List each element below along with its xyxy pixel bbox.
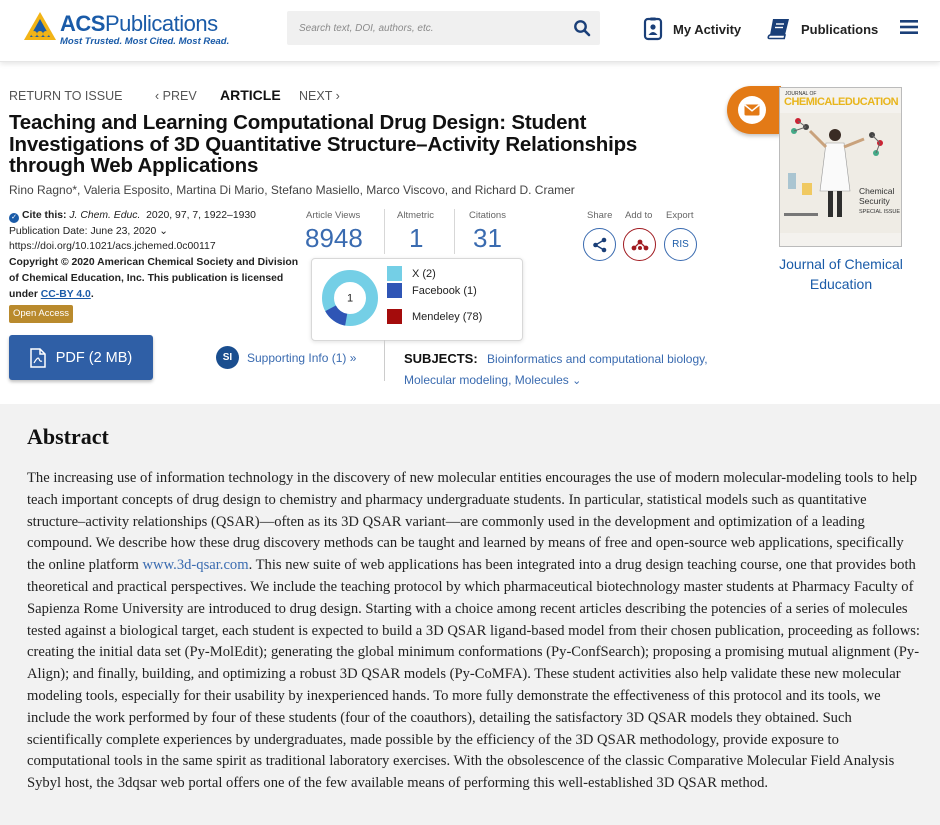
altmetric-x: X (2) xyxy=(387,266,436,281)
export-ris-button[interactable] xyxy=(664,228,697,261)
citations-label: Citations xyxy=(469,210,506,221)
abstract-section xyxy=(0,404,940,825)
article-title: Teaching and Learning Computational Drug Design: Student Investigations of 3D Quantitative Structure–Activity Relationships through Web Applications xyxy=(9,111,638,177)
subjects-list: SUBJECTS: Bioinformatics and computational biology, Molecular modeling, Molecules ⌄ xyxy=(404,351,708,387)
mendeley-swatch xyxy=(387,309,402,324)
subjects-label: SUBJECTS: xyxy=(404,351,478,366)
search-box xyxy=(287,11,600,45)
next-link[interactable]: NEXT › xyxy=(299,89,340,103)
abstract-text: The increasing use of information technology in the discovery of new molecular entities encourages the use of modern molecular-modeling tools to help teach important concepts of drug design to chemistry and pharmacy undergraduate students. In particular, statistical models such as quantitative structure–activity relationships (QSAR)—often as its 3D QSAR variant—are commonly used in the development and optimization of a leading compound. We describe how these drug discovery methods can be taught and learned by means of free and open-source web applications, specifically the online platform www.3d-qsar.com. This new suite of web applications has been integrated into a drug design teaching course, one that provides both theoretical and practical perspectives. We include the teaching protocol by which pharmaceutical biotechnology master students at Pharmacy Faculty of Sapienza Rome University are introduced to drug design. Starting with a choice among recent articles describing the potencies of a series of molecules tested against a biological target, each student is expected to build a 3D QSAR ligand-based model from their chosen publication, proceeding as follows: creating the initial data set (Py-MolEdit); generating the global minimum conformations (Py-ConfSearch); proposing a promising mutual alignment (Py-Align); and finally, building, and optimizing a robust 3D QSAR models (Py-CoMFA). These student activities also help validate these new molecular modeling tools, especially for their usability by inexperienced hands. To more fully demonstrate the effectiveness of this protocol and its tools, we include the work performed by four of these students (four of the coauthors), detailing the satisfactory 3D QSAR models they obtained. Such scientifically complete experiences by undergraduates, made possible by the efficiency of the 3D QSAR methodology, provide exposure to computational tools in the same spirit as traditional laboratory exercises. With the obsolescence of the classic Comparative Molecular Field Analysis Sybyl host, the 3dqsar web portal offers one of the few available means of performing this well-established 3D QSAR method. xyxy=(27,470,920,792)
altmetric-donut xyxy=(320,268,380,328)
share-button[interactable] xyxy=(583,228,616,261)
altmetric-popup xyxy=(311,258,523,341)
pdf-label: PDF (2 MB) xyxy=(55,349,133,366)
menu-icon[interactable] xyxy=(900,19,918,35)
my-activity-link[interactable] xyxy=(643,17,741,41)
article-views-label: Article Views xyxy=(306,210,361,221)
citations-value[interactable]: 31 xyxy=(473,223,502,253)
publications-label: Publications xyxy=(801,21,879,37)
search-input[interactable] xyxy=(299,19,559,37)
chevron-down-icon: ⌄ xyxy=(159,225,168,237)
pdf-file-icon xyxy=(30,348,46,368)
cover-topic: Chemical Security SPECIAL ISSUE xyxy=(859,186,901,215)
open-access-badge: Open Access xyxy=(9,305,73,323)
subject-link[interactable]: Bioinformatics and computational biology xyxy=(487,352,705,366)
3d-qsar-link[interactable]: www.3d-qsar.com xyxy=(142,557,249,574)
mail-icon xyxy=(738,96,766,124)
si-badge: SI xyxy=(216,346,239,369)
expand-subjects-icon[interactable]: ⌄ xyxy=(572,375,582,387)
site-header xyxy=(0,0,940,62)
altmetric-mendeley: Mendeley (78) xyxy=(387,309,482,324)
divider xyxy=(384,340,385,381)
license-link[interactable]: CC-BY 4.0 xyxy=(40,288,91,300)
facebook-swatch xyxy=(387,283,402,298)
publication-date[interactable]: Publication Date: June 23, 2020 ⌄ xyxy=(9,225,168,237)
journal-abbrev: J. Chem. Educ. xyxy=(69,210,141,221)
doi-link[interactable]: https://doi.org/10.1021/acs.jchemed.0c00117 xyxy=(9,241,216,253)
current-article-tab: ARTICLE xyxy=(220,87,281,103)
abstract-heading: Abstract xyxy=(27,424,109,449)
pdf-download-button[interactable] xyxy=(9,335,153,380)
logo-title: ACSPublications xyxy=(60,11,218,36)
share-icon xyxy=(592,237,608,253)
search-icon[interactable] xyxy=(573,19,591,37)
acs-logo[interactable] xyxy=(22,10,230,50)
copyright-notice: Copyright © 2020 American Chemical Society and Division of Chemical Education, Inc. This publication is licensed under CC-BY 4.0. xyxy=(9,257,299,300)
cover-top: JOURNAL OF xyxy=(785,91,817,97)
publications-link[interactable] xyxy=(767,17,878,41)
article-authors[interactable]: Rino Ragno*, Valeria Esposito, Martina Di Mario, Stefano Masiello, Marco Viscovo, and Richard D. Cramer xyxy=(9,183,575,197)
citation-block xyxy=(9,208,299,323)
journal-cover[interactable] xyxy=(779,87,902,247)
subject-link[interactable]: Molecular modeling xyxy=(404,373,509,387)
journal-name-link[interactable]: Journal of Chemical Education xyxy=(779,256,903,292)
acs-emblem-icon xyxy=(22,10,58,46)
chevron-left-icon: ‹ xyxy=(155,89,163,103)
ris-label: RIS xyxy=(672,239,689,250)
altmetric-value[interactable]: 1 xyxy=(409,223,424,253)
article-views-value: 8948 xyxy=(305,223,363,253)
add-to-button[interactable] xyxy=(623,228,656,261)
my-activity-label: My Activity xyxy=(673,21,742,37)
metric-divider xyxy=(454,209,455,254)
export-label: Export xyxy=(666,210,694,221)
mendeley-icon xyxy=(631,238,649,252)
x-swatch xyxy=(387,266,402,281)
volume-info: 2020, 97, 7, 1922–1930 xyxy=(146,210,256,221)
share-label: Share xyxy=(587,210,613,221)
supporting-info-link[interactable] xyxy=(216,346,356,369)
altmetric-facebook: Facebook (1) xyxy=(387,283,477,298)
prev-link[interactable]: ‹ PREV xyxy=(155,89,197,103)
subject-link[interactable]: Molecules xyxy=(514,373,569,387)
add-to-label: Add to xyxy=(625,210,653,221)
chevron-right-icon: › xyxy=(332,89,340,103)
cite-row: ✓ Cite this: J. Chem. Educ. 2020, 97, 7, 1922–1930 xyxy=(9,208,299,224)
check-icon: ✓ xyxy=(9,213,19,223)
cover-masthead: CHEMICALEDUCATION xyxy=(784,96,899,108)
metric-divider xyxy=(384,209,385,254)
my-activity-icon xyxy=(643,17,663,41)
email-alert-button[interactable] xyxy=(727,86,781,134)
book-icon xyxy=(767,18,791,40)
logo-tagline: Most Trusted. Most Cited. Most Read. xyxy=(60,36,230,47)
supporting-info-label: Supporting Info (1) » xyxy=(247,350,357,365)
return-to-issue-link[interactable]: RETURN TO ISSUE xyxy=(9,89,123,103)
altmetric-score: 1 xyxy=(346,292,354,305)
altmetric-label: Altmetric xyxy=(397,210,434,221)
